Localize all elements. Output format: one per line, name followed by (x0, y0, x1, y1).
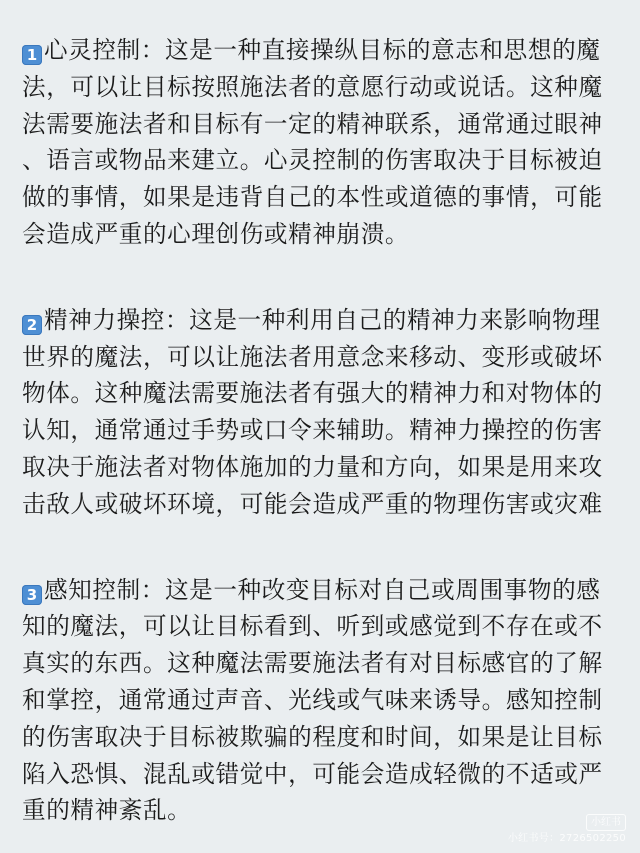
paragraph-line: 会造成严重的心理创伤或精神崩溃。 (22, 219, 410, 248)
watermark-logo: 小红书 (586, 814, 626, 831)
line-text: 心灵控制：这是一种直接操纵目标的意志和思想的魔 (44, 36, 601, 64)
paragraph-line: 认知，通常通过手势或口令来辅助。精神力操控的伤害 (22, 416, 603, 445)
watermark (508, 814, 626, 845)
paragraph-line: 、语言或物品来建立。心灵控制的伤害取决于目标被迫 (22, 146, 603, 175)
section-psychokinesis (22, 302, 618, 523)
paragraph-line: 真实的东西。这种魔法需要施法者有对目标感官的了解 (22, 649, 603, 678)
paragraph-line: 陷入恐惧、混乱或错觉中，可能会造成轻微的不适或严 (22, 759, 603, 788)
paragraph-line (22, 32, 618, 69)
paragraph-line: 法，可以让目标按照施法者的意愿行动或说话。这种魔 (22, 72, 603, 101)
paragraph-line: 做的事情，如果是违背自己的本性或道德的事情，可能 (22, 183, 603, 212)
section-perception-control (22, 572, 618, 830)
line-text: 感知控制：这是一种改变目标对自己或周围事物的感 (44, 575, 601, 604)
paragraph-line: 重的精神紊乱。 (22, 796, 192, 825)
paragraph-line (22, 572, 618, 609)
number-2-badge-icon: 2 (22, 315, 42, 335)
line-text: 精神力操控：这是一种利用自己的精神力来影响物理 (44, 305, 601, 334)
watermark-id: 小红书号：2726502250 (507, 833, 626, 844)
paragraph-line: 知的魔法，可以让目标看到、听到或感觉到不存在或不 (22, 612, 603, 641)
paragraph-line: 的伤害取决于目标被欺骗的程度和时间，如果是让目标 (22, 722, 603, 751)
paragraph-line: 物体。这种魔法需要施法者有强大的精神力和对物体的 (22, 379, 603, 408)
paragraph-line: 击敌人或破坏环境，可能会造成严重的物理伤害或灾难 (22, 489, 603, 518)
paragraph-line: 取决于施法者对物体施加的力量和方向，如果是用来攻 (22, 452, 603, 481)
number-3-badge-icon: 3 (22, 585, 42, 605)
paragraph-line: 世界的魔法，可以让施法者用意念来移动、变形或破坏 (22, 342, 603, 371)
paragraph-line: 法需要施法者和目标有一定的精神联系，通常通过眼神 (22, 109, 603, 138)
number-1-badge-icon: 1 (22, 45, 42, 65)
section-mind-control (22, 32, 618, 253)
paragraph-line: 和掌控，通常通过声音、光线或气味来诱导。感知控制 (22, 685, 603, 714)
paragraph-line (22, 302, 618, 339)
